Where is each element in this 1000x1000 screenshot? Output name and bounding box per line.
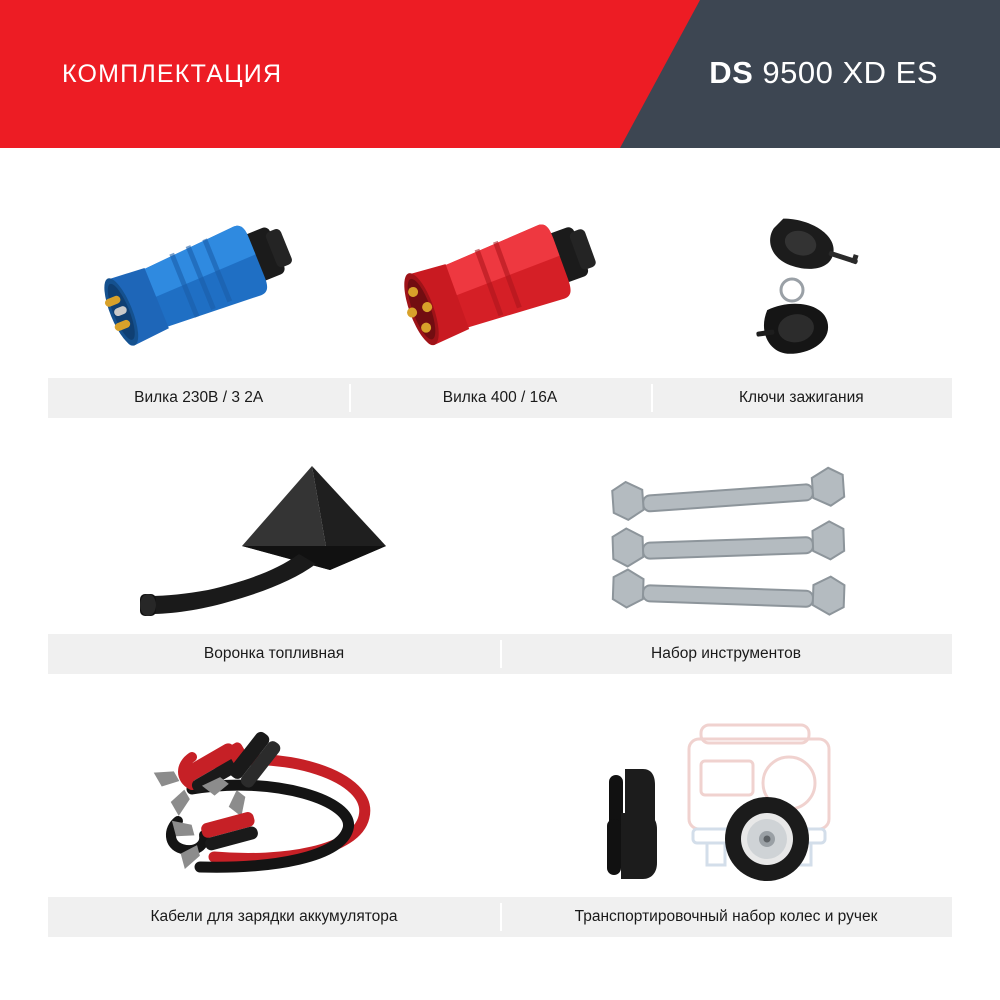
blue-plug-icon [84,198,314,378]
cell-wrench-set [500,464,952,634]
caption-red-plug: Вилка 400 / 16А [349,378,650,418]
row-2 [48,444,952,674]
cell-battery-cables [48,717,500,897]
wrench-set-icon [591,464,861,634]
red-plug-icon [385,198,615,378]
caption-fuel-funnel: Воронка топливная [203,645,345,662]
row-2-captions [48,634,952,674]
wheel-handle-kit-icon [581,717,871,897]
caption-battery-cables: Кабели для зарядки аккумулятора [150,908,398,925]
model-brand: DS [709,55,754,90]
fuel-funnel-icon [124,454,424,634]
row-1 [48,178,952,418]
row-1-captions [48,378,952,418]
cell-blue-plug [48,198,349,378]
row-3-captions [48,897,952,937]
caption-wrench-set: Набор инструментов [500,634,952,674]
cell-red-plug [349,198,650,378]
row-1-images [48,178,952,378]
cell-wheel-handle-kit [500,717,952,897]
model-name [709,54,938,92]
content-area [0,178,1000,937]
page-title: КОМПЛЕКТАЦИЯ [62,60,283,88]
battery-charging-cables-icon [134,717,414,897]
row-2-images [48,444,952,634]
caption-ignition-keys: Ключи зажигания [651,378,952,418]
caption-wheel-handle-kit: Транспортировочный набор колес и ручек [500,897,952,937]
cell-ignition-keys [651,208,952,378]
row-3 [48,702,952,937]
model-number: 9500 XD ES [753,55,938,90]
page-header [0,0,1000,148]
row-3-images [48,702,952,897]
caption-blue-plug: Вилка 230В / 3 2А [134,389,264,406]
cell-fuel-funnel [48,454,500,634]
ignition-keys-icon [726,208,876,378]
